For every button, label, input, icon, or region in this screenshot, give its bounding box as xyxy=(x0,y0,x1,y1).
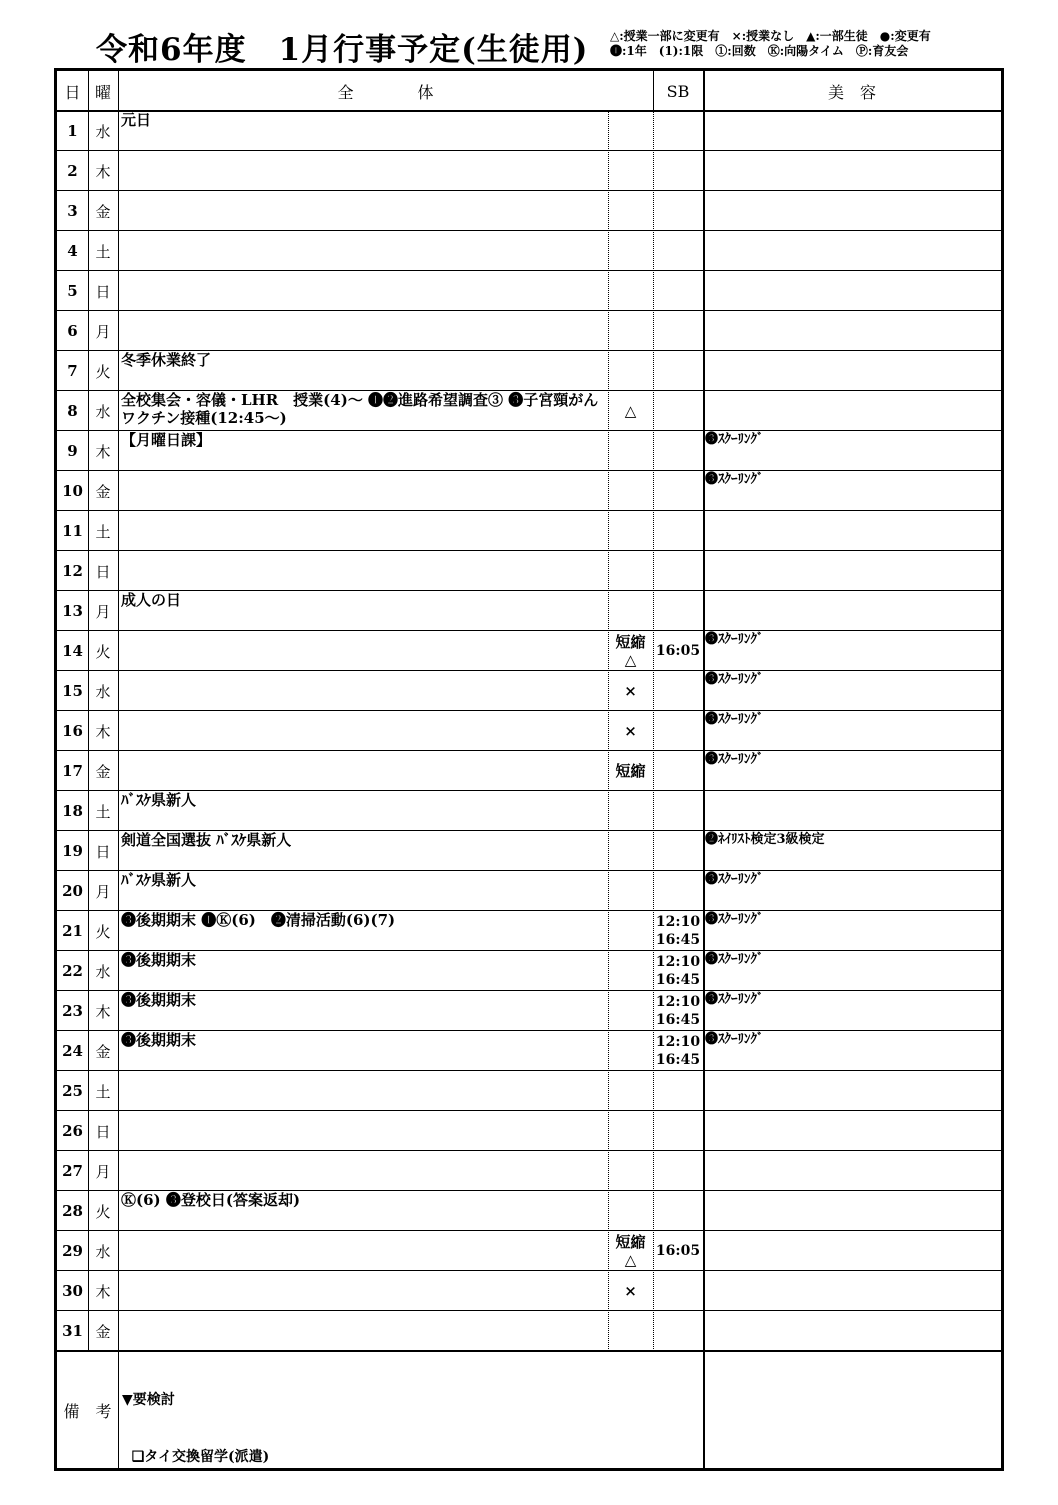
beauty-text xyxy=(703,111,1001,151)
sb-time: 12:10 16:45 xyxy=(655,954,701,988)
legend-line-2: ❶:1年 (1):1限 ①:回数 Ⓚ:向陽タイム Ⓟ:育友会 xyxy=(610,44,909,58)
beauty-text xyxy=(703,551,1001,591)
sb-time xyxy=(653,431,703,471)
beauty-text xyxy=(703,231,1001,271)
row-divider xyxy=(57,990,1001,991)
beauty-text xyxy=(703,1151,1001,1191)
column-divider xyxy=(653,111,654,1351)
beauty-text xyxy=(703,391,1001,431)
row-divider xyxy=(57,390,1001,391)
class-mark: 短縮 △ xyxy=(615,633,646,669)
column-divider xyxy=(118,71,119,1468)
event-text: ﾊﾞｽｹ県新人 xyxy=(121,871,197,889)
weekday: 木 xyxy=(95,442,111,461)
event-text: 【月曜日課】 xyxy=(121,431,212,449)
day-number: 8 xyxy=(67,402,78,420)
day-number: 17 xyxy=(62,762,83,780)
beauty-text: ❸ｽｸｰﾘﾝｸﾞ xyxy=(705,912,764,927)
sb-time xyxy=(653,1191,703,1231)
weekday: 日 xyxy=(95,1122,111,1141)
class-mark xyxy=(608,1111,653,1151)
event-text: 元日 xyxy=(121,111,152,129)
day-number: 21 xyxy=(62,922,83,940)
row-divider xyxy=(57,1150,1001,1151)
weekday: 火 xyxy=(95,922,111,941)
day-number: 9 xyxy=(67,442,78,460)
header-weekday: 曜 xyxy=(94,82,111,102)
class-mark xyxy=(608,271,653,311)
sb-time: 12:10 16:45 xyxy=(655,1034,701,1068)
beauty-text xyxy=(703,311,1001,351)
row-divider xyxy=(57,110,1001,112)
beauty-text xyxy=(703,351,1001,391)
weekday: 日 xyxy=(95,842,111,861)
beauty-text: ❸ｽｸｰﾘﾝｸﾞ xyxy=(705,1032,764,1047)
sb-time xyxy=(653,231,703,271)
event-text xyxy=(118,671,608,711)
event-text xyxy=(118,511,608,551)
sb-time xyxy=(653,831,703,871)
event-text: 成人の日 xyxy=(121,591,182,609)
event-text xyxy=(118,1271,608,1311)
event-text xyxy=(118,231,608,271)
event-text xyxy=(118,1151,608,1191)
row-divider xyxy=(57,1310,1001,1311)
sb-time xyxy=(653,711,703,751)
event-text xyxy=(118,551,608,591)
sb-time xyxy=(653,311,703,351)
class-mark xyxy=(608,1151,653,1191)
row-divider xyxy=(57,910,1001,911)
weekday: 木 xyxy=(95,162,111,181)
header-overall: 全 体 xyxy=(337,82,434,102)
day-number: 6 xyxy=(67,322,78,340)
sb-time xyxy=(653,1311,703,1351)
day-number: 23 xyxy=(62,1002,83,1020)
row-divider xyxy=(57,710,1001,711)
event-text xyxy=(118,1231,608,1271)
row-divider xyxy=(57,790,1001,791)
remarks-line: ▼要検討 xyxy=(122,1392,175,1408)
weekday: 土 xyxy=(95,242,111,261)
row-divider xyxy=(57,1270,1001,1271)
day-number: 27 xyxy=(62,1162,83,1180)
sb-time xyxy=(653,791,703,831)
sb-time: 16:05 xyxy=(655,1243,701,1259)
remarks-text xyxy=(118,1353,703,1468)
day-number: 1 xyxy=(67,122,78,140)
beauty-text: ❸ｽｸｰﾘﾝｸﾞ xyxy=(705,672,764,687)
weekday: 水 xyxy=(95,122,111,141)
class-mark xyxy=(608,831,653,871)
weekday: 金 xyxy=(95,762,111,781)
sb-time xyxy=(653,471,703,511)
class-mark xyxy=(608,431,653,471)
beauty-text xyxy=(703,1231,1001,1271)
row-divider xyxy=(57,1070,1001,1071)
beauty-text xyxy=(703,1311,1001,1351)
sb-time xyxy=(653,111,703,151)
day-number: 2 xyxy=(67,162,78,180)
day-number: 20 xyxy=(62,882,83,900)
row-divider xyxy=(57,310,1001,311)
beauty-text xyxy=(703,191,1001,231)
beauty-text xyxy=(703,271,1001,311)
event-text: ❸後期期末 xyxy=(121,1031,197,1049)
row-divider xyxy=(57,470,1001,471)
row-divider xyxy=(57,190,1001,191)
weekday: 木 xyxy=(95,722,111,741)
row-divider xyxy=(57,1110,1001,1111)
class-mark: △ xyxy=(624,402,637,420)
weekday: 日 xyxy=(95,562,111,581)
class-mark xyxy=(608,871,653,911)
day-number: 10 xyxy=(62,482,83,500)
day-number: 25 xyxy=(62,1082,83,1100)
class-mark xyxy=(608,111,653,151)
row-divider xyxy=(57,1030,1001,1031)
sb-time xyxy=(653,671,703,711)
event-text xyxy=(118,631,608,671)
day-number: 11 xyxy=(62,522,83,540)
weekday: 火 xyxy=(95,642,111,661)
class-mark xyxy=(608,1071,653,1111)
weekday: 土 xyxy=(95,802,111,821)
event-text: Ⓚ(6) ❸登校日(答案返却) xyxy=(121,1191,301,1209)
beauty-text: ❸ｽｸｰﾘﾝｸﾞ xyxy=(705,872,764,887)
beauty-text: ❸ｽｸｰﾘﾝｸﾞ xyxy=(705,952,764,967)
weekday: 金 xyxy=(95,482,111,501)
row-divider xyxy=(57,430,1001,431)
beauty-text: ❸ｽｸｰﾘﾝｸﾞ xyxy=(705,632,764,647)
weekday: 月 xyxy=(95,322,111,341)
row-divider xyxy=(57,870,1001,871)
page-title: 令和6年度 1月行事予定(生徒用) xyxy=(96,32,589,68)
class-mark xyxy=(608,791,653,831)
weekday: 火 xyxy=(95,1202,111,1221)
event-text xyxy=(118,471,608,511)
remarks-label: 備 考 xyxy=(63,1402,112,1421)
class-mark: 短縮 xyxy=(615,762,646,780)
weekday: 水 xyxy=(95,402,111,421)
event-text: 全校集会・容儀・LHR 授業(4)～ ❶❷進路希望調査③ ❸子宮頸がんワクチン接種(12:45～) xyxy=(121,391,599,427)
beauty-text xyxy=(703,791,1001,831)
sb-time xyxy=(653,271,703,311)
row-divider xyxy=(57,1350,1001,1352)
weekday: 火 xyxy=(95,362,111,381)
weekday: 水 xyxy=(95,962,111,981)
day-number: 26 xyxy=(62,1122,83,1140)
day-number: 3 xyxy=(67,202,78,220)
event-text xyxy=(118,151,608,191)
row-divider xyxy=(57,1190,1001,1191)
beauty-text xyxy=(703,1111,1001,1151)
sb-time xyxy=(653,1071,703,1111)
sb-time xyxy=(653,391,703,431)
row-divider xyxy=(57,150,1001,151)
sb-time xyxy=(653,1271,703,1311)
event-text: 剣道全国選抜 ﾊﾞｽｹ県新人 xyxy=(121,831,292,849)
day-number: 22 xyxy=(62,962,83,980)
sb-time xyxy=(653,351,703,391)
event-text: ﾊﾞｽｹ県新人 xyxy=(121,791,197,809)
row-divider xyxy=(57,670,1001,671)
class-mark xyxy=(608,151,653,191)
day-number: 7 xyxy=(67,362,78,380)
sb-time xyxy=(653,191,703,231)
class-mark xyxy=(608,591,653,631)
event-text xyxy=(118,271,608,311)
event-text: ❸後期期末 xyxy=(121,951,197,969)
day-number: 19 xyxy=(62,842,83,860)
day-number: 30 xyxy=(62,1282,83,1300)
sb-time: 12:10 16:45 xyxy=(655,994,701,1028)
sb-time xyxy=(653,1111,703,1151)
row-divider xyxy=(57,350,1001,351)
column-divider xyxy=(653,71,654,111)
row-divider xyxy=(57,230,1001,231)
legend-line-1: △:授業一部に変更有 ×:授業なし ▲:一部生徒 ●:変更有 xyxy=(610,29,931,43)
weekday: 水 xyxy=(95,682,111,701)
sb-time xyxy=(653,511,703,551)
row-divider xyxy=(57,550,1001,551)
event-text: 冬季休業終了 xyxy=(121,351,212,369)
class-mark xyxy=(608,471,653,511)
beauty-text: ❸ｽｸｰﾘﾝｸﾞ xyxy=(705,432,764,447)
weekday: 木 xyxy=(95,1002,111,1021)
class-mark: × xyxy=(624,682,637,700)
beauty-text xyxy=(703,511,1001,551)
weekday: 水 xyxy=(95,1242,111,1261)
beauty-text: ❸ｽｸｰﾘﾝｸﾞ xyxy=(705,752,764,767)
weekday: 月 xyxy=(95,602,111,621)
event-text xyxy=(118,191,608,231)
weekday: 日 xyxy=(95,282,111,301)
sb-time xyxy=(653,591,703,631)
weekday: 土 xyxy=(95,1082,111,1101)
weekday: 月 xyxy=(95,882,111,901)
weekday: 金 xyxy=(95,202,111,221)
class-mark: × xyxy=(624,722,637,740)
day-number: 15 xyxy=(62,682,83,700)
legend xyxy=(610,29,931,59)
weekday: 金 xyxy=(95,1322,111,1341)
beauty-text xyxy=(703,1071,1001,1111)
event-text xyxy=(118,711,608,751)
class-mark xyxy=(608,951,653,991)
day-number: 4 xyxy=(67,242,78,260)
event-text xyxy=(118,1071,608,1111)
event-text: ❸後期期末 ❶Ⓚ(6) ❷清掃活動(6)(7) xyxy=(121,911,396,929)
sb-time xyxy=(653,151,703,191)
row-divider xyxy=(57,510,1001,511)
header-sb: SB xyxy=(666,81,690,101)
column-divider xyxy=(608,111,609,1351)
row-divider xyxy=(57,750,1001,751)
class-mark xyxy=(608,351,653,391)
weekday: 金 xyxy=(95,1042,111,1061)
beauty-text: ❷ﾈｲﾘｽﾄ検定3級検定 xyxy=(705,832,825,847)
row-divider xyxy=(57,630,1001,631)
header-day: 日 xyxy=(64,82,81,102)
day-number: 5 xyxy=(67,282,78,300)
beauty-text: ❸ｽｸｰﾘﾝｸﾞ xyxy=(705,472,764,487)
beauty-text: ❸ｽｸｰﾘﾝｸﾞ xyxy=(705,712,764,727)
row-divider xyxy=(57,950,1001,951)
event-text: ❸後期期末 xyxy=(121,991,197,1009)
event-text xyxy=(118,311,608,351)
event-text xyxy=(118,1111,608,1151)
row-divider xyxy=(57,1230,1001,1231)
row-divider xyxy=(57,590,1001,591)
remarks-line: ❑タイ交換留学(派遣) xyxy=(122,1449,270,1465)
day-number: 28 xyxy=(62,1202,83,1220)
class-mark: × xyxy=(624,1282,637,1300)
beauty-text xyxy=(703,151,1001,191)
class-mark xyxy=(608,1191,653,1231)
row-divider xyxy=(57,270,1001,271)
day-number: 29 xyxy=(62,1242,83,1260)
sb-time: 16:05 xyxy=(655,643,701,659)
class-mark xyxy=(608,911,653,951)
beauty-text: ❸ｽｸｰﾘﾝｸﾞ xyxy=(705,992,764,1007)
day-number: 18 xyxy=(62,802,83,820)
sb-time: 12:10 16:45 xyxy=(655,914,701,948)
class-mark xyxy=(608,1031,653,1071)
beauty-text xyxy=(703,1191,1001,1231)
class-mark xyxy=(608,191,653,231)
sb-time xyxy=(653,751,703,791)
weekday: 月 xyxy=(95,1162,111,1181)
day-number: 12 xyxy=(62,562,83,580)
day-number: 31 xyxy=(62,1322,83,1340)
sb-time xyxy=(653,551,703,591)
day-number: 14 xyxy=(62,642,83,660)
class-mark xyxy=(608,551,653,591)
column-divider xyxy=(703,71,705,1468)
event-text xyxy=(118,1311,608,1351)
class-mark: 短縮 △ xyxy=(615,1233,646,1269)
class-mark xyxy=(608,991,653,1031)
sb-time xyxy=(653,871,703,911)
schedule-table xyxy=(54,68,1004,1471)
class-mark xyxy=(608,311,653,351)
weekday: 木 xyxy=(95,1282,111,1301)
day-number: 16 xyxy=(62,722,83,740)
beauty-text xyxy=(703,591,1001,631)
weekday: 土 xyxy=(95,522,111,541)
day-number: 13 xyxy=(62,602,83,620)
sb-time xyxy=(653,1151,703,1191)
column-divider xyxy=(88,71,89,1351)
class-mark xyxy=(608,1311,653,1351)
beauty-text xyxy=(703,1271,1001,1311)
row-divider xyxy=(57,830,1001,831)
header-beauty: 美 容 xyxy=(827,82,876,102)
day-number: 24 xyxy=(62,1042,83,1060)
class-mark xyxy=(608,511,653,551)
class-mark xyxy=(608,231,653,271)
event-text xyxy=(118,751,608,791)
